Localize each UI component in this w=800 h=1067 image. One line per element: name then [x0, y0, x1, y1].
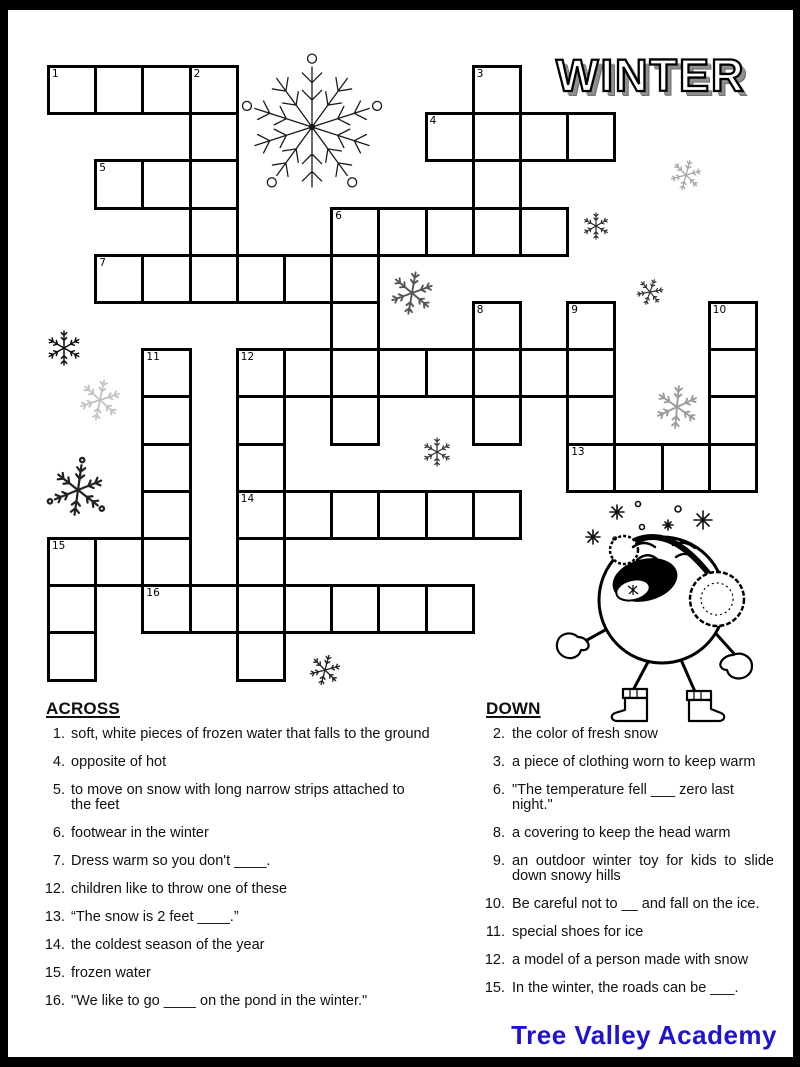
- cell-number: 6: [335, 209, 342, 222]
- clue-text: soft, white pieces of frozen water that falls to the ground: [71, 726, 430, 742]
- clue-text: Dress warm so you don't ____.: [71, 853, 271, 869]
- grid-cell[interactable]: [708, 348, 758, 398]
- clue-item: [43, 854, 468, 869]
- grid-cell[interactable]: [47, 631, 97, 681]
- grid-cell[interactable]: [708, 395, 758, 445]
- clue-item: [484, 826, 774, 841]
- clue-number: 16.: [44, 993, 65, 1009]
- clue-number: 3.: [492, 754, 505, 770]
- grid-cell[interactable]: [141, 395, 191, 445]
- grid-cell[interactable]: [236, 631, 286, 681]
- grid-cell[interactable]: [330, 584, 380, 634]
- clue-number: 4.: [52, 754, 65, 770]
- clue-number: 13.: [44, 909, 65, 925]
- across-section: [43, 700, 468, 1022]
- grid-cell[interactable]: [141, 159, 191, 209]
- down-section: [484, 700, 774, 1009]
- grid-cell[interactable]: [377, 207, 427, 257]
- grid-cell[interactable]: [141, 490, 191, 540]
- grid-cell[interactable]: [519, 112, 569, 162]
- earmuff-left-icon: [610, 536, 638, 564]
- grid-cell[interactable]: [189, 159, 239, 209]
- clue-number: 15.: [44, 965, 65, 981]
- clue-number: 11.: [485, 924, 505, 940]
- grid-cell[interactable]: [708, 301, 758, 351]
- snowflake-icon: [655, 384, 698, 429]
- clue-text: Be careful not to __ and fall on the ice.: [512, 896, 760, 912]
- snowflake-icon: [45, 454, 113, 519]
- clue-text: a piece of clothing worn to keep warm: [512, 754, 756, 770]
- clue-text: to move on snow with long narrow strips attached to the feet: [71, 782, 405, 813]
- grid-cell[interactable]: [189, 207, 239, 257]
- clue-number: 6.: [52, 825, 65, 841]
- clue-item: [484, 727, 774, 742]
- clue-text: an outdoor winter toy for kids to slide down snowy hills: [512, 853, 774, 884]
- clue-item: [484, 783, 774, 813]
- grid-cell[interactable]: [330, 490, 380, 540]
- grid-cell[interactable]: [566, 443, 616, 493]
- clue-item: [484, 981, 774, 996]
- grid-cell[interactable]: [425, 207, 475, 257]
- grid-cell[interactable]: [189, 254, 239, 304]
- clue-text: the coldest season of the year: [71, 937, 265, 953]
- clue-text: a model of a person made with snow: [512, 952, 749, 968]
- grid-cell[interactable]: [566, 301, 616, 351]
- clue-text: "We like to go ____ on the pond in the winter.": [71, 993, 368, 1009]
- grid-cell[interactable]: [141, 65, 191, 115]
- grid-cell[interactable]: [472, 348, 522, 398]
- clue-text: the color of fresh snow: [512, 726, 658, 742]
- grid-cell[interactable]: [283, 490, 333, 540]
- clue-item: [43, 882, 468, 897]
- grid-cell[interactable]: [236, 254, 286, 304]
- clue-text: “The snow is 2 feet ____.”: [71, 909, 239, 925]
- cell-number: 4: [429, 115, 437, 128]
- across-list: [43, 727, 468, 1009]
- grid-cell[interactable]: [283, 348, 333, 398]
- grid-cell[interactable]: [330, 348, 380, 398]
- grid-cell[interactable]: [330, 207, 380, 257]
- cell-number: 9: [571, 304, 578, 316]
- clue-number: 15.: [484, 980, 505, 996]
- clue-text: children like to throw one of these: [71, 881, 288, 897]
- cell-number: 3: [476, 68, 484, 80]
- snowflake-icon: [240, 54, 385, 192]
- clue-item: [43, 755, 468, 770]
- grid-cell[interactable]: [330, 395, 380, 445]
- grid-cell[interactable]: [472, 65, 522, 115]
- grid-cell[interactable]: [236, 395, 286, 445]
- clue-text: footwear in the winter: [71, 825, 209, 841]
- grid-cell[interactable]: [283, 584, 333, 634]
- grid-cell[interactable]: [94, 159, 144, 209]
- grid-cell[interactable]: [236, 443, 286, 493]
- grid-cell[interactable]: [566, 395, 616, 445]
- grid-cell[interactable]: [141, 584, 191, 634]
- grid-cell[interactable]: [425, 112, 475, 162]
- clue-item: [484, 854, 774, 884]
- grid-cell[interactable]: [566, 348, 616, 398]
- clue-number: 14.: [44, 937, 65, 953]
- grid-cell[interactable]: [519, 348, 569, 398]
- clue-number: 1.: [52, 726, 65, 742]
- clue-number: 8.: [492, 825, 505, 841]
- snowman-mouth: [608, 552, 682, 609]
- snowman-tongue: [614, 576, 652, 604]
- clue-number: 10.: [484, 896, 505, 912]
- grid-cell[interactable]: [141, 254, 191, 304]
- grid-cell[interactable]: [472, 207, 522, 257]
- down-list: [484, 727, 774, 996]
- grid-cell[interactable]: [330, 254, 380, 304]
- grid-cell[interactable]: [141, 348, 191, 398]
- grid-cell[interactable]: [94, 537, 144, 587]
- snowflake-icon: [307, 652, 342, 688]
- clue-item: [43, 938, 468, 953]
- sparkle-stars-icon: [586, 502, 712, 545]
- clue-number: 5.: [52, 782, 65, 798]
- down-header: DOWN: [486, 699, 541, 718]
- clue-number: 7.: [52, 853, 65, 869]
- clue-item: [43, 910, 468, 925]
- earmuff-band-icon: [621, 537, 717, 585]
- clue-number: 12.: [484, 952, 505, 968]
- snowflake-icon: [424, 438, 451, 466]
- clue-item: [43, 826, 468, 841]
- cell-number: 15: [52, 540, 66, 552]
- snowman-arms-legs: [578, 617, 737, 694]
- earmuff-right-icon: [690, 572, 744, 626]
- tongue-snowflake-icon: [628, 585, 638, 595]
- grid-cell[interactable]: [236, 490, 286, 540]
- grid-cell[interactable]: [472, 159, 522, 209]
- clue-text: frozen water: [71, 965, 151, 981]
- cell-number: 8: [476, 304, 484, 316]
- clue-item: [484, 897, 774, 912]
- page-title: WINTER: [556, 50, 746, 101]
- grid-cell[interactable]: [377, 490, 427, 540]
- snowflake-icon: [584, 213, 609, 239]
- grid-cell[interactable]: [519, 207, 569, 257]
- cell-number: 12: [240, 351, 255, 364]
- clue-item: [484, 755, 774, 770]
- cell-number: 1: [52, 68, 59, 80]
- clue-number: 2.: [492, 726, 505, 742]
- snowflake-icon: [634, 276, 666, 309]
- grid-cell[interactable]: [472, 112, 522, 162]
- clue-item: [484, 953, 774, 968]
- cell-number: 11: [146, 351, 160, 364]
- grid-cell[interactable]: [472, 301, 522, 351]
- clue-text: special shoes for ice: [512, 924, 644, 940]
- earmuff-band-highlight: [624, 542, 714, 587]
- grid-cell[interactable]: [472, 490, 522, 540]
- across-header: ACROSS: [46, 699, 120, 718]
- cell-number: 7: [99, 256, 106, 269]
- cell-number: 5: [99, 162, 106, 175]
- grid-cell[interactable]: [94, 65, 144, 115]
- cell-number: 14: [240, 492, 255, 505]
- clue-item: [43, 994, 468, 1009]
- grid-cell[interactable]: [566, 112, 616, 162]
- earmuff-right-inner: [701, 583, 733, 615]
- grid-cell[interactable]: [377, 348, 427, 398]
- cell-number: 10: [712, 304, 727, 316]
- grid-cell[interactable]: [425, 584, 475, 634]
- grid-cell[interactable]: [47, 537, 97, 587]
- grid-cell[interactable]: [94, 254, 144, 304]
- snowflake-icon: [48, 331, 80, 365]
- clue-text: In the winter, the roads can be ___.: [512, 980, 739, 996]
- clue-text: "The temperature fell ___ zero last night.": [512, 782, 734, 813]
- snowflake-icon: [668, 157, 703, 193]
- grid-cell[interactable]: [189, 112, 239, 162]
- grid-cell[interactable]: [283, 254, 333, 304]
- cell-number: 16: [146, 587, 160, 600]
- snowman-head: [599, 537, 725, 663]
- snowman-face: [633, 543, 696, 560]
- cell-number: 13: [571, 445, 585, 458]
- grid-cell[interactable]: [425, 348, 475, 398]
- grid-cell[interactable]: [189, 584, 239, 634]
- snowflake-icon: [389, 269, 435, 317]
- clue-text: a covering to keep the head warm: [512, 825, 731, 841]
- grid-cell[interactable]: [47, 65, 97, 115]
- grid-cell[interactable]: [661, 443, 711, 493]
- clue-number: 6.: [492, 782, 505, 798]
- grid-cell[interactable]: [189, 65, 239, 115]
- clue-item: [43, 966, 468, 981]
- grid-cell[interactable]: [236, 348, 286, 398]
- grid-cell[interactable]: [708, 443, 758, 493]
- grid-cell[interactable]: [141, 443, 191, 493]
- grid-cell[interactable]: [47, 584, 97, 634]
- clue-number: 12.: [44, 881, 65, 897]
- grid-cell[interactable]: [472, 395, 522, 445]
- snowman-mittens: [557, 633, 752, 678]
- grid-cell[interactable]: [425, 490, 475, 540]
- grid-cell[interactable]: [236, 584, 286, 634]
- grid-cell[interactable]: [141, 537, 191, 587]
- grid-cell[interactable]: [236, 537, 286, 587]
- cell-number: 2: [193, 68, 201, 80]
- snowflake-icon: [77, 377, 122, 424]
- clue-number: 9.: [492, 853, 505, 869]
- clue-item: [43, 783, 468, 813]
- clue-item: [43, 727, 468, 742]
- clue-item: [484, 925, 774, 940]
- grid-cell[interactable]: [613, 443, 663, 493]
- footer-brand: Tree Valley Academy: [511, 1020, 777, 1050]
- grid-cell[interactable]: [377, 584, 427, 634]
- clue-text: opposite of hot: [71, 754, 167, 770]
- grid-cell[interactable]: [330, 301, 380, 351]
